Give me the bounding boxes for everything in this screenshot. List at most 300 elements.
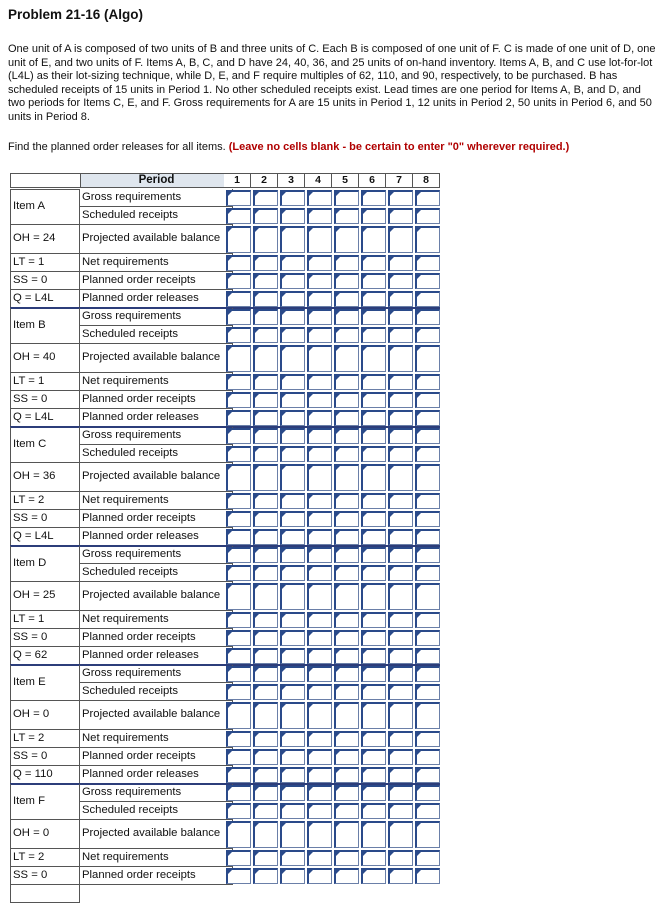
item-b-scheduled-receipts-period-5-input[interactable] xyxy=(334,327,359,343)
item-b-planned-order-receipts-period-2-input[interactable] xyxy=(253,392,278,408)
item-e-gross-requirements-period-8-input[interactable] xyxy=(415,666,440,682)
item-a-projected-available-balance-period-7-input[interactable] xyxy=(388,226,413,253)
item-d-scheduled-receipts-period-4-input[interactable] xyxy=(307,565,332,581)
item-a-scheduled-receipts-period-8-input[interactable] xyxy=(415,208,440,224)
item-e-net-requirements-period-2-input[interactable] xyxy=(253,731,278,747)
item-b-planned-order-releases-period-7-input[interactable] xyxy=(388,410,413,426)
item-f-scheduled-receipts-period-2-input[interactable] xyxy=(253,803,278,819)
item-b-planned-order-releases-period-8-input[interactable] xyxy=(415,410,440,426)
item-a-net-requirements-period-1-input[interactable] xyxy=(226,255,251,271)
item-b-projected-available-balance-period-8-input[interactable] xyxy=(415,345,440,372)
item-d-planned-order-receipts-period-4-input[interactable] xyxy=(307,630,332,646)
input-marker-icon xyxy=(282,870,286,874)
item-e-net-requirements-period-5-input[interactable] xyxy=(334,731,359,747)
item-b-net-requirements-period-2-input[interactable] xyxy=(253,374,278,390)
input-marker-icon xyxy=(309,495,313,499)
item-c-scheduled-receipts-period-4-input[interactable] xyxy=(307,446,332,462)
item-e-planned-order-releases-period-6-input[interactable] xyxy=(361,767,386,783)
item-d-gross-requirements-period-3-input[interactable] xyxy=(280,547,305,563)
item-b-planned-order-releases-period-1-input[interactable] xyxy=(226,410,251,426)
item-e-projected-available-balance-period-3-input[interactable] xyxy=(280,702,305,729)
item-c-planned-order-releases-period-4-input[interactable] xyxy=(307,529,332,545)
item-f-projected-available-balance-period-8-input[interactable] xyxy=(415,821,440,848)
item-e-planned-order-receipts-period-3-input[interactable] xyxy=(280,749,305,765)
item-b-planned-order-releases-period-6-input[interactable] xyxy=(361,410,386,426)
item-d-planned-order-releases-period-7-input[interactable] xyxy=(388,648,413,664)
input-marker-icon xyxy=(309,870,313,874)
item-a-planned-order-releases-period-4-input[interactable] xyxy=(307,291,332,307)
item-e-gross-requirements-period-2-input[interactable] xyxy=(253,666,278,682)
item-e-scheduled-receipts-period-6-input[interactable] xyxy=(361,684,386,700)
item-e-planned-order-receipts-period-6-input[interactable] xyxy=(361,749,386,765)
item-a-planned-order-releases-period-8-input[interactable] xyxy=(415,291,440,307)
item-c-planned-order-receipts-period-1-input[interactable] xyxy=(226,511,251,527)
item-e-planned-order-receipts-period-5-input[interactable] xyxy=(334,749,359,765)
item-d-planned-order-releases-period-4-input[interactable] xyxy=(307,648,332,664)
item-b-projected-available-balance-period-6-input[interactable] xyxy=(361,345,386,372)
item-f-planned-order-receipts-period-6-input[interactable] xyxy=(361,868,386,884)
input-marker-icon xyxy=(228,614,232,618)
input-marker-icon xyxy=(390,805,394,809)
item-b-scheduled-receipts-period-4-input[interactable] xyxy=(307,327,332,343)
item-f-planned-order-receipts-period-5-input[interactable] xyxy=(334,868,359,884)
input-marker-icon xyxy=(390,650,394,654)
item-c-planned-order-receipts-period-6-input[interactable] xyxy=(361,511,386,527)
item-f-net-requirements-period-8-input[interactable] xyxy=(415,850,440,866)
item-a-planned-order-receipts-period-3-input[interactable] xyxy=(280,273,305,289)
item-e-planned-order-releases-period-3-input[interactable] xyxy=(280,767,305,783)
item-c-gross-requirements-period-3-input[interactable] xyxy=(280,428,305,444)
item-d-scheduled-receipts-period-5-input[interactable] xyxy=(334,565,359,581)
item-c-planned-order-releases-period-7-input[interactable] xyxy=(388,529,413,545)
item-c-planned-order-receipts-period-7-input[interactable] xyxy=(388,511,413,527)
item-d-net-requirements-period-5-input[interactable] xyxy=(334,612,359,628)
item-b-gross-requirements-period-2-input[interactable] xyxy=(253,309,278,325)
input-marker-icon xyxy=(228,275,232,279)
item-b-planned-order-receipts-period-6-input[interactable] xyxy=(361,392,386,408)
input-marker-icon xyxy=(417,823,421,827)
item-b-gross-requirements-period-3-input[interactable] xyxy=(280,309,305,325)
item-c-gross-requirements-period-8-input[interactable] xyxy=(415,428,440,444)
item-d-net-requirements-period-1-input[interactable] xyxy=(226,612,251,628)
item-b-planned-order-releases-period-2-input[interactable] xyxy=(253,410,278,426)
item-a-projected-available-balance-period-8-input[interactable] xyxy=(415,226,440,253)
input-marker-icon xyxy=(309,257,313,261)
item-f-net-requirements-period-1-input[interactable] xyxy=(226,850,251,866)
item-b-planned-order-releases-period-5-input[interactable] xyxy=(334,410,359,426)
item-e-projected-available-balance-period-2-input[interactable] xyxy=(253,702,278,729)
item-c-scheduled-receipts-period-5-input[interactable] xyxy=(334,446,359,462)
item-a-planned-order-releases-period-1-input[interactable] xyxy=(226,291,251,307)
input-marker-icon xyxy=(390,704,394,708)
item-e-scheduled-receipts-period-1-input[interactable] xyxy=(226,684,251,700)
item-b-gross-requirements-period-8-input[interactable] xyxy=(415,309,440,325)
item-e-scheduled-receipts-period-4-input[interactable] xyxy=(307,684,332,700)
item-b-planned-order-receipts-period-1-input[interactable] xyxy=(226,392,251,408)
item-a-projected-available-balance-period-6-input[interactable] xyxy=(361,226,386,253)
item-e-net-requirements-period-4-input[interactable] xyxy=(307,731,332,747)
item-c-net-requirements-period-8-input[interactable] xyxy=(415,493,440,509)
item-c-net-requirements-period-2-input[interactable] xyxy=(253,493,278,509)
input-marker-icon xyxy=(228,448,232,452)
item-c-scheduled-receipts-period-1-input[interactable] xyxy=(226,446,251,462)
item-f-projected-available-balance-period-6-input[interactable] xyxy=(361,821,386,848)
item-e-projected-available-balance-period-4-input[interactable] xyxy=(307,702,332,729)
item-e-net-requirements-period-7-input[interactable] xyxy=(388,731,413,747)
item-f-planned-order-receipts-period-8-input[interactable] xyxy=(415,868,440,884)
item-f-scheduled-receipts-period-3-input[interactable] xyxy=(280,803,305,819)
item-d-scheduled-receipts-period-2-input[interactable] xyxy=(253,565,278,581)
item-e-planned-order-releases-period-5-input[interactable] xyxy=(334,767,359,783)
item-c-planned-order-releases-period-6-input[interactable] xyxy=(361,529,386,545)
item-e-planned-order-receipts-period-8-input[interactable] xyxy=(415,749,440,765)
item-e-planned-order-releases-period-7-input[interactable] xyxy=(388,767,413,783)
item-b-gross-requirements-period-7-input[interactable] xyxy=(388,309,413,325)
item-f-scheduled-receipts-period-6-input[interactable] xyxy=(361,803,386,819)
item-e-scheduled-receipts-period-8-input[interactable] xyxy=(415,684,440,700)
item-f-projected-available-balance-period-1-input[interactable] xyxy=(226,821,251,848)
item-c-planned-order-releases-period-3-input[interactable] xyxy=(280,529,305,545)
item-b-scheduled-receipts-period-2-input[interactable] xyxy=(253,327,278,343)
item-c-net-requirements-period-6-input[interactable] xyxy=(361,493,386,509)
item-c-scheduled-receipts-period-8-input[interactable] xyxy=(415,446,440,462)
item-b-planned-order-receipts-period-8-input[interactable] xyxy=(415,392,440,408)
item-e-scheduled-receipts-period-7-input[interactable] xyxy=(388,684,413,700)
item-c-gross-requirements-period-1-input[interactable] xyxy=(226,428,251,444)
item-e-planned-order-receipts-period-2-input[interactable] xyxy=(253,749,278,765)
item-e-projected-available-balance-period-6-input[interactable] xyxy=(361,702,386,729)
item-b-planned-order-releases-period-3-input[interactable] xyxy=(280,410,305,426)
item-b-net-requirements-period-7-input[interactable] xyxy=(388,374,413,390)
item-f-net-requirements-period-2-input[interactable] xyxy=(253,850,278,866)
item-b-net-requirements-period-8-input[interactable] xyxy=(415,374,440,390)
item-b-planned-order-releases-period-4-input[interactable] xyxy=(307,410,332,426)
item-b-projected-available-balance-period-3-input[interactable] xyxy=(280,345,305,372)
item-d-gross-requirements-period-8-input[interactable] xyxy=(415,547,440,563)
item-a-planned-order-receipts-period-6-input[interactable] xyxy=(361,273,386,289)
item-d-planned-order-receipts-period-6-input[interactable] xyxy=(361,630,386,646)
item-a-gross-requirements-period-2-input[interactable] xyxy=(253,190,278,206)
item-d-projected-available-balance-period-3-input[interactable] xyxy=(280,583,305,610)
item-a-gross-requirements-period-3-input[interactable] xyxy=(280,190,305,206)
item-e-projected-available-balance-period-8-input[interactable] xyxy=(415,702,440,729)
item-c-projected-available-balance-period-3-input[interactable] xyxy=(280,464,305,491)
item-c-net-requirements-period-3-input[interactable] xyxy=(280,493,305,509)
item-e-gross-requirements-period-5-input[interactable] xyxy=(334,666,359,682)
item-d-projected-available-balance-period-2-input[interactable] xyxy=(253,583,278,610)
item-b-gross-requirements-period-6-input[interactable] xyxy=(361,309,386,325)
item-b-projected-available-balance-period-1-input[interactable] xyxy=(226,345,251,372)
item-c-scheduled-receipts-period-6-input[interactable] xyxy=(361,446,386,462)
item-d-planned-order-releases-period-3-input[interactable] xyxy=(280,648,305,664)
item-e-planned-order-releases-period-2-input[interactable] xyxy=(253,767,278,783)
item-f-net-requirements-period-3-input[interactable] xyxy=(280,850,305,866)
item-e-planned-order-receipts-period-1-input[interactable] xyxy=(226,749,251,765)
item-d-projected-available-balance-period-1-input[interactable] xyxy=(226,583,251,610)
item-b-projected-available-balance-period-7-input[interactable] xyxy=(388,345,413,372)
item-d-projected-available-balance-period-4-input[interactable] xyxy=(307,583,332,610)
item-c-gross-requirements-period-2-input[interactable] xyxy=(253,428,278,444)
item-e-gross-requirements-period-7-input[interactable] xyxy=(388,666,413,682)
item-b-planned-order-receipts-period-5-input[interactable] xyxy=(334,392,359,408)
item-a-projected-available-balance-period-5-input[interactable] xyxy=(334,226,359,253)
item-a-net-requirements-period-3-input[interactable] xyxy=(280,255,305,271)
item-b-scheduled-receipts-period-3-input[interactable] xyxy=(280,327,305,343)
item-d-gross-requirements-period-7-input[interactable] xyxy=(388,547,413,563)
item-d-planned-order-releases-period-6-input[interactable] xyxy=(361,648,386,664)
item-e-gross-requirements-period-6-input[interactable] xyxy=(361,666,386,682)
item-e-net-requirements-period-3-input[interactable] xyxy=(280,731,305,747)
item-d-planned-order-receipts-period-3-input[interactable] xyxy=(280,630,305,646)
item-a-projected-available-balance-period-2-input[interactable] xyxy=(253,226,278,253)
item-f-scheduled-receipts-period-7-input[interactable] xyxy=(388,803,413,819)
item-d-planned-order-receipts-period-7-input[interactable] xyxy=(388,630,413,646)
item-c-net-requirements-period-7-input[interactable] xyxy=(388,493,413,509)
item-f-gross-requirements-period-5-input[interactable] xyxy=(334,785,359,801)
input-marker-icon xyxy=(282,412,286,416)
item-d-net-requirements-period-4-input[interactable] xyxy=(307,612,332,628)
item-d-planned-order-receipts-period-8-input[interactable] xyxy=(415,630,440,646)
item-a-planned-order-receipts-period-8-input[interactable] xyxy=(415,273,440,289)
item-c-projected-available-balance-period-4-input[interactable] xyxy=(307,464,332,491)
item-f-gross-requirements-period-6-input[interactable] xyxy=(361,785,386,801)
item-d-scheduled-receipts-period-7-input[interactable] xyxy=(388,565,413,581)
item-e-net-requirements-period-1-input[interactable] xyxy=(226,731,251,747)
item-e-scheduled-receipts-period-5-input[interactable] xyxy=(334,684,359,700)
item-c-scheduled-receipts-period-7-input[interactable] xyxy=(388,446,413,462)
item-f-projected-available-balance-period-4-input[interactable] xyxy=(307,821,332,848)
item-d-projected-available-balance-period-7-input[interactable] xyxy=(388,583,413,610)
item-d-projected-available-balance-period-5-input[interactable] xyxy=(334,583,359,610)
item-c-planned-order-receipts-period-2-input[interactable] xyxy=(253,511,278,527)
item-c-planned-order-releases-period-8-input[interactable] xyxy=(415,529,440,545)
item-e-gross-requirements-period-3-input[interactable] xyxy=(280,666,305,682)
item-a-scheduled-receipts-period-2-input[interactable] xyxy=(253,208,278,224)
item-a-planned-order-receipts-period-1-input[interactable] xyxy=(226,273,251,289)
item-c-gross-requirements-period-4-input[interactable] xyxy=(307,428,332,444)
input-marker-icon xyxy=(363,448,367,452)
item-d-net-requirements-period-8-input[interactable] xyxy=(415,612,440,628)
item-d-scheduled-receipts-period-3-input[interactable] xyxy=(280,565,305,581)
item-d-planned-order-releases-period-5-input[interactable] xyxy=(334,648,359,664)
item-f-planned-order-receipts-period-1-input[interactable] xyxy=(226,868,251,884)
item-e-net-requirements-period-8-input[interactable] xyxy=(415,731,440,747)
item-b-planned-order-receipts-period-7-input[interactable] xyxy=(388,392,413,408)
item-b-net-requirements-period-5-input[interactable] xyxy=(334,374,359,390)
item-d-scheduled-receipts-period-8-input[interactable] xyxy=(415,565,440,581)
item-e-planned-order-releases-period-4-input[interactable] xyxy=(307,767,332,783)
item-f-gross-requirements-period-2-input[interactable] xyxy=(253,785,278,801)
item-a-planned-order-receipts-period-4-input[interactable] xyxy=(307,273,332,289)
item-e-projected-available-balance-period-5-input[interactable] xyxy=(334,702,359,729)
item-c-projected-available-balance-period-2-input[interactable] xyxy=(253,464,278,491)
item-c-projected-available-balance-period-1-input[interactable] xyxy=(226,464,251,491)
item-f-net-requirements-period-7-input[interactable] xyxy=(388,850,413,866)
item-d-net-requirements-period-7-input[interactable] xyxy=(388,612,413,628)
item-d-gross-requirements-period-6-input[interactable] xyxy=(361,547,386,563)
item-a-planned-order-releases-period-6-input[interactable] xyxy=(361,291,386,307)
item-c-planned-order-receipts-period-3-input[interactable] xyxy=(280,511,305,527)
item-f-projected-available-balance-period-2-input[interactable] xyxy=(253,821,278,848)
item-c-planned-order-releases-period-1-input[interactable] xyxy=(226,529,251,545)
input-marker-icon xyxy=(336,448,340,452)
item-a-planned-order-receipts-period-5-input[interactable] xyxy=(334,273,359,289)
item-c-projected-available-balance-period-6-input[interactable] xyxy=(361,464,386,491)
item-c-planned-order-receipts-period-8-input[interactable] xyxy=(415,511,440,527)
item-d-projected-available-balance-period-6-input[interactable] xyxy=(361,583,386,610)
item-c-planned-order-releases-period-5-input[interactable] xyxy=(334,529,359,545)
item-d-planned-order-receipts-period-5-input[interactable] xyxy=(334,630,359,646)
item-d-projected-available-balance-period-8-input[interactable] xyxy=(415,583,440,610)
item-e-planned-order-releases-period-8-input[interactable] xyxy=(415,767,440,783)
item-a-scheduled-receipts-period-5-input[interactable] xyxy=(334,208,359,224)
item-c-planned-order-receipts-period-5-input[interactable] xyxy=(334,511,359,527)
item-a-net-requirements-period-6-input[interactable] xyxy=(361,255,386,271)
item-f-planned-order-receipts-period-7-input[interactable] xyxy=(388,868,413,884)
item-a-projected-available-balance-period-1-input[interactable] xyxy=(226,226,251,253)
item-f-gross-requirements-period-3-input[interactable] xyxy=(280,785,305,801)
item-b-planned-order-receipts-period-4-input[interactable] xyxy=(307,392,332,408)
item-a-net-requirements-period-8-input[interactable] xyxy=(415,255,440,271)
item-a-planned-order-releases-period-5-input[interactable] xyxy=(334,291,359,307)
item-a-scheduled-receipts-period-1-input[interactable] xyxy=(226,208,251,224)
item-a-net-requirements-period-2-input[interactable] xyxy=(253,255,278,271)
item-b-scheduled-receipts-period-8-input[interactable] xyxy=(415,327,440,343)
item-c-gross-requirements-period-6-input[interactable] xyxy=(361,428,386,444)
item-c-gross-requirements-period-7-input[interactable] xyxy=(388,428,413,444)
item-a-planned-order-receipts-period-7-input[interactable] xyxy=(388,273,413,289)
item-a-gross-requirements-period-7-input[interactable] xyxy=(388,190,413,206)
item-a-net-requirements-period-4-input[interactable] xyxy=(307,255,332,271)
input-marker-icon xyxy=(309,852,313,856)
mrp-table xyxy=(10,173,440,881)
item-d-planned-order-receipts-period-1-input[interactable] xyxy=(226,630,251,646)
item-a-projected-available-balance-period-3-input[interactable] xyxy=(280,226,305,253)
item-c-net-requirements-period-1-input[interactable] xyxy=(226,493,251,509)
item-d-gross-requirements-period-4-input[interactable] xyxy=(307,547,332,563)
item-e-projected-available-balance-period-7-input[interactable] xyxy=(388,702,413,729)
item-b-gross-requirements-period-4-input[interactable] xyxy=(307,309,332,325)
item-f-projected-available-balance-period-3-input[interactable] xyxy=(280,821,305,848)
item-a-scheduled-receipts-period-4-input[interactable] xyxy=(307,208,332,224)
item-e-planned-order-receipts-period-7-input[interactable] xyxy=(388,749,413,765)
item-a-planned-order-receipts-period-2-input[interactable] xyxy=(253,273,278,289)
item-b-scheduled-receipts-period-1-input[interactable] xyxy=(226,327,251,343)
item-b-gross-requirements-period-5-input[interactable] xyxy=(334,309,359,325)
item-f-scheduled-receipts-period-1-input[interactable] xyxy=(226,803,251,819)
item-d-scheduled-receipts-period-1-input[interactable] xyxy=(226,565,251,581)
item-a-net-requirements-period-7-input[interactable] xyxy=(388,255,413,271)
item-f-planned-order-receipts-period-2-input[interactable] xyxy=(253,868,278,884)
item-a-gross-requirements-period-4-input[interactable] xyxy=(307,190,332,206)
input-marker-icon xyxy=(282,257,286,261)
item-e-gross-requirements-period-1-input[interactable] xyxy=(226,666,251,682)
item-e-planned-order-releases-period-1-input[interactable] xyxy=(226,767,251,783)
input-marker-icon xyxy=(363,632,367,636)
item-c-scheduled-receipts-period-2-input[interactable] xyxy=(253,446,278,462)
item-e-planned-order-receipts-period-4-input[interactable] xyxy=(307,749,332,765)
item-f-net-requirements-period-4-input[interactable] xyxy=(307,850,332,866)
item-d-planned-order-releases-period-8-input[interactable] xyxy=(415,648,440,664)
item-c-scheduled-receipts-period-3-input[interactable] xyxy=(280,446,305,462)
item-b-projected-available-balance-period-4-input[interactable] xyxy=(307,345,332,372)
item-f-planned-order-receipts-period-3-input[interactable] xyxy=(280,868,305,884)
item-b-gross-requirements-period-1-input[interactable] xyxy=(226,309,251,325)
item-d-planned-order-receipts-period-2-input[interactable] xyxy=(253,630,278,646)
item-c-net-requirements-period-5-input[interactable] xyxy=(334,493,359,509)
item-f-net-requirements-period-5-input[interactable] xyxy=(334,850,359,866)
item-f-scheduled-receipts-period-8-input[interactable] xyxy=(415,803,440,819)
item-a-planned-order-releases-period-7-input[interactable] xyxy=(388,291,413,307)
item-d-planned-order-releases-period-2-input[interactable] xyxy=(253,648,278,664)
item-e-net-requirements-period-6-input[interactable] xyxy=(361,731,386,747)
item-f-net-requirements-period-6-input[interactable] xyxy=(361,850,386,866)
input-marker-icon xyxy=(417,733,421,737)
item-e-scheduled-receipts-period-3-input[interactable] xyxy=(280,684,305,700)
item-a-projected-available-balance-period-4-input[interactable] xyxy=(307,226,332,253)
item-e-gross-requirements-period-4-input[interactable] xyxy=(307,666,332,682)
item-b-projected-available-balance-period-5-input[interactable] xyxy=(334,345,359,372)
item-a-planned-order-releases-period-3-input[interactable] xyxy=(280,291,305,307)
item-a-gross-requirements-period-1-input[interactable] xyxy=(226,190,251,206)
item-f-projected-available-balance-period-5-input[interactable] xyxy=(334,821,359,848)
item-c-gross-requirements-period-5-input[interactable] xyxy=(334,428,359,444)
item-a-scheduled-receipts-period-7-input[interactable] xyxy=(388,208,413,224)
item-a-gross-requirements-period-5-input[interactable] xyxy=(334,190,359,206)
item-f-gross-requirements-period-8-input[interactable] xyxy=(415,785,440,801)
item-d-gross-requirements-period-2-input[interactable] xyxy=(253,547,278,563)
item-f-gross-requirements-period-4-input[interactable] xyxy=(307,785,332,801)
item-b-net-requirements-period-6-input[interactable] xyxy=(361,374,386,390)
item-a-gross-requirements-period-8-input[interactable] xyxy=(415,190,440,206)
item-d-gross-requirements-period-1-input[interactable] xyxy=(226,547,251,563)
item-a-scheduled-receipts-period-3-input[interactable] xyxy=(280,208,305,224)
item-d-net-requirements-period-6-input[interactable] xyxy=(361,612,386,628)
item-b-scheduled-receipts-period-7-input[interactable] xyxy=(388,327,413,343)
item-b-scheduled-receipts-period-6-input[interactable] xyxy=(361,327,386,343)
item-a-net-requirements-period-5-input[interactable] xyxy=(334,255,359,271)
item-b-net-requirements-period-1-input[interactable] xyxy=(226,374,251,390)
item-e-projected-available-balance-period-1-input[interactable] xyxy=(226,702,251,729)
item-f-planned-order-receipts-period-4-input[interactable] xyxy=(307,868,332,884)
item-c-projected-available-balance-period-8-input[interactable] xyxy=(415,464,440,491)
item-f-scheduled-receipts-period-4-input[interactable] xyxy=(307,803,332,819)
item-f-gross-requirements-period-1-input[interactable] xyxy=(226,785,251,801)
item-b-projected-available-balance-period-2-input[interactable] xyxy=(253,345,278,372)
item-b-planned-order-receipts-period-3-input[interactable] xyxy=(280,392,305,408)
item-a-planned-order-releases-period-2-input[interactable] xyxy=(253,291,278,307)
item-d-gross-requirements-period-5-input[interactable] xyxy=(334,547,359,563)
item-d-net-requirements-period-3-input[interactable] xyxy=(280,612,305,628)
item-d-net-requirements-period-2-input[interactable] xyxy=(253,612,278,628)
item-f-scheduled-receipts-period-5-input[interactable] xyxy=(334,803,359,819)
item-f-projected-available-balance-period-7-input[interactable] xyxy=(388,821,413,848)
item-e-scheduled-receipts-period-2-input[interactable] xyxy=(253,684,278,700)
item-a-scheduled-receipts-period-6-input[interactable] xyxy=(361,208,386,224)
item-c-projected-available-balance-period-5-input[interactable] xyxy=(334,464,359,491)
item-c-planned-order-releases-period-2-input[interactable] xyxy=(253,529,278,545)
item-c-projected-available-balance-period-7-input[interactable] xyxy=(388,464,413,491)
item-b-net-requirements-period-3-input[interactable] xyxy=(280,374,305,390)
item-b-net-requirements-period-4-input[interactable] xyxy=(307,374,332,390)
item-f-gross-requirements-period-7-input[interactable] xyxy=(388,785,413,801)
item-c-net-requirements-period-4-input[interactable] xyxy=(307,493,332,509)
item-d-scheduled-receipts-period-6-input[interactable] xyxy=(361,565,386,581)
item-d-planned-order-releases-period-1-input[interactable] xyxy=(226,648,251,664)
item-c-planned-order-receipts-period-4-input[interactable] xyxy=(307,511,332,527)
item-a-gross-requirements-period-6-input[interactable] xyxy=(361,190,386,206)
instruction-text xyxy=(8,141,658,155)
